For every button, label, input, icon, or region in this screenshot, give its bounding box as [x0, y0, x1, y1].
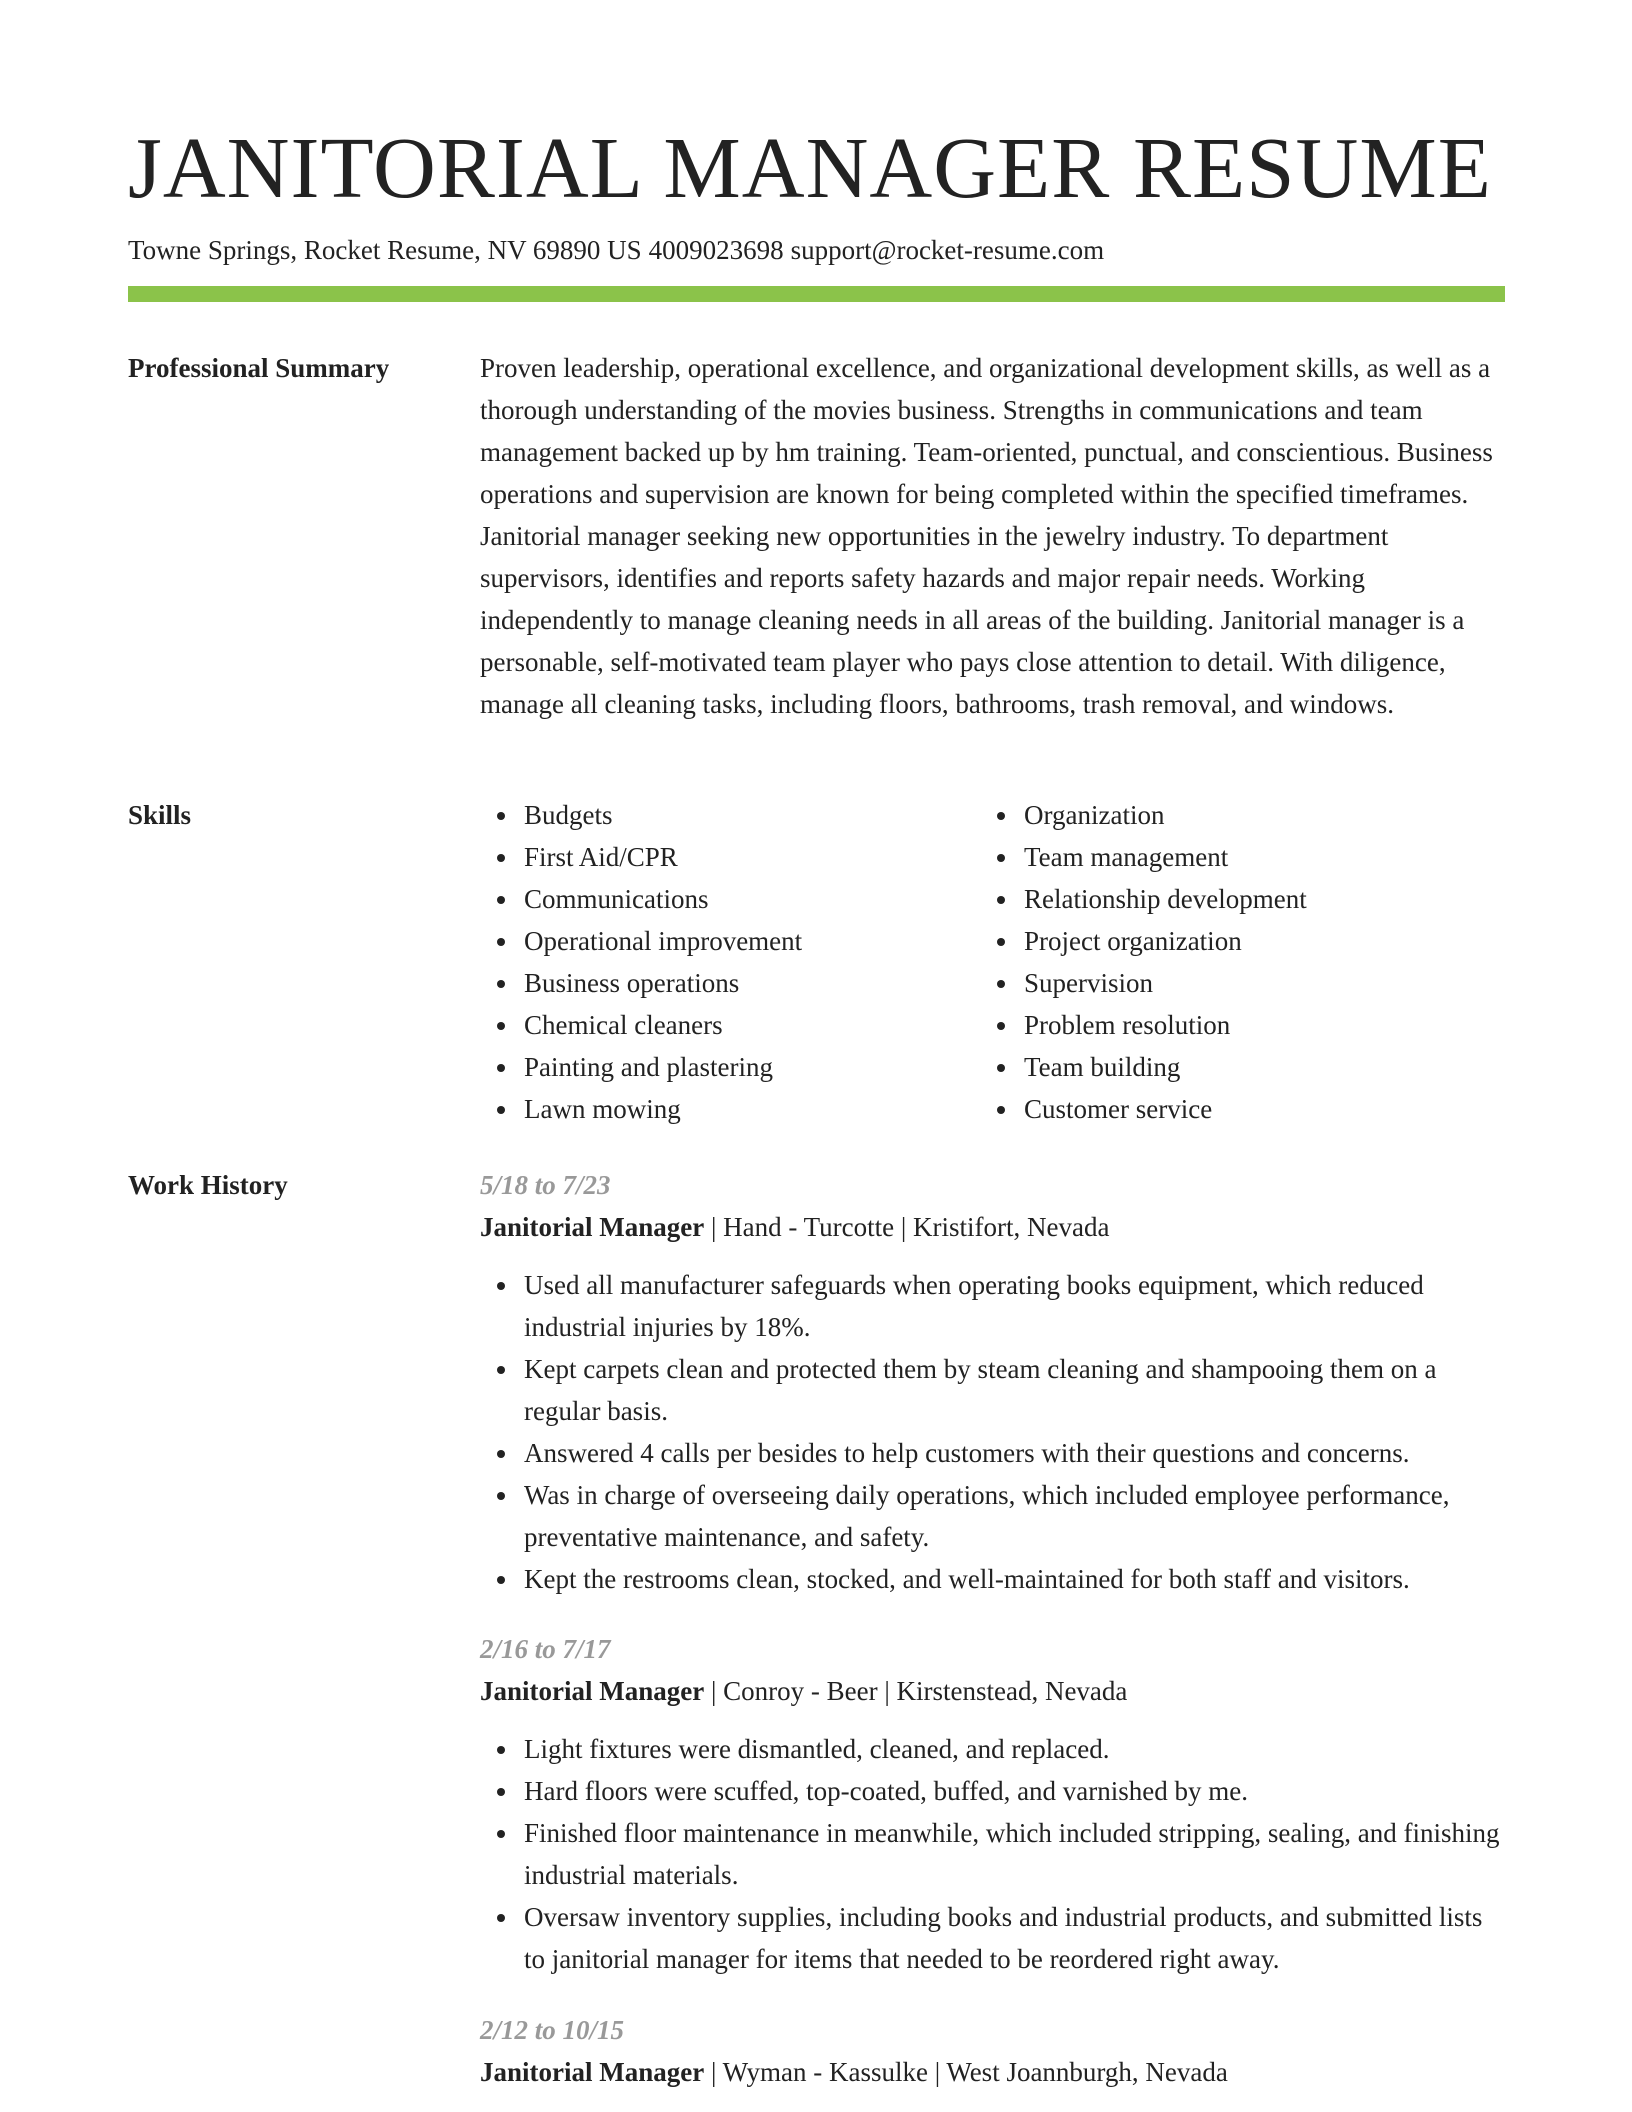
skill-item: Painting and plastering	[480, 1046, 960, 1088]
skill-item: Organization	[980, 794, 1460, 836]
job-duty: Light fixtures were dismantled, cleaned, and replaced.	[480, 1728, 1505, 1770]
job-role: Janitorial Manager	[480, 1212, 705, 1242]
skill-item: Relationship development	[980, 878, 1460, 920]
contact-line	[128, 230, 1104, 270]
job-heading	[480, 1206, 1505, 1248]
skill-item: Communications	[480, 878, 960, 920]
job-duty: Answered 4 calls per besides to help customers with their questions and concerns.	[480, 1432, 1505, 1474]
skill-item: Customer service	[980, 1088, 1460, 1130]
job-date: 5/18 to 7/23	[480, 1170, 611, 1200]
job-duty: Kept the restrooms clean, stocked, and well-maintained for both staff and visitors.	[480, 1558, 1505, 1600]
resume-title: JANITORIAL MANAGER RESUME	[128, 119, 1492, 216]
job-entry	[480, 1164, 1505, 1600]
job-duty: Hard floors were scuffed, top-coated, buffed, and varnished by me.	[480, 1770, 1505, 1812]
work-history-label: Work History	[128, 1170, 288, 1200]
skill-item: Lawn mowing	[480, 1088, 960, 1130]
job-details: | Wyman - Kassulke | West Joannburgh, Nevada	[704, 2057, 1228, 2087]
contact-phone: 4009023698	[648, 235, 784, 265]
skills-list-right	[980, 794, 1460, 1130]
job-duties	[480, 1264, 1505, 1600]
job-entry	[480, 1628, 1505, 1980]
job-duty: Was in charge of overseeing daily operations, which included employee performance, preventative maintenance, and safety.	[480, 1474, 1505, 1558]
job-details: | Conroy - Beer | Kirstenstead, Nevada	[704, 1676, 1128, 1706]
job-role: Janitorial Manager	[480, 1676, 705, 1706]
skill-item: Team building	[980, 1046, 1460, 1088]
skill-item: Team management	[980, 836, 1460, 878]
job-date: 2/12 to 10/15	[480, 2015, 625, 2045]
skill-item: Chemical cleaners	[480, 1004, 960, 1046]
skill-item: Problem resolution	[980, 1004, 1460, 1046]
job-details: | Hand - Turcotte | Kristifort, Nevada	[704, 1212, 1110, 1242]
summary-section	[480, 347, 1505, 725]
contact-address: Towne Springs, Rocket Resume, NV 69890 US	[128, 235, 642, 265]
job-duty: Kept carpets clean and protected them by steam cleaning and shampooing them on a regular basis.	[480, 1348, 1505, 1432]
job-role: Janitorial Manager	[480, 2057, 705, 2087]
skill-item: Supervision	[980, 962, 1460, 1004]
summary-text: Proven leadership, operational excellence, and organizational development skills, as well as a thorough understanding of the movies business. Strengths in communications and team management backed up by hm training. Team-oriented, punctual, and conscientious. Business operations and supervision are known for being completed within the specified timeframes. Janitorial manager seeking new opportunities in the jewelry industry. To department supervisors, identifies and reports safety hazards and major repair needs. Working independently to manage cleaning needs in all areas of the building. Janitorial manager is a personable, self-motivated team player who pays close attention to detail. With diligence, manage all cleaning tasks, including floors, bathrooms, trash removal, and windows.	[480, 353, 1493, 719]
skill-item: Business operations	[480, 962, 960, 1004]
skills-label: Skills	[128, 800, 192, 830]
job-duty: Used all manufacturer safeguards when operating books equipment, which reduced industrial injuries by 18%.	[480, 1264, 1505, 1348]
accent-divider	[128, 286, 1505, 302]
job-entry	[480, 2009, 1505, 2093]
job-date: 2/16 to 7/17	[480, 1634, 611, 1664]
skill-item: Project organization	[980, 920, 1460, 962]
job-heading	[480, 2051, 1505, 2093]
job-heading	[480, 1670, 1505, 1712]
summary-label: Professional Summary	[128, 353, 390, 383]
skill-item: Operational improvement	[480, 920, 960, 962]
job-duty: Finished floor maintenance in meanwhile, which included stripping, sealing, and finishing industrial materials.	[480, 1812, 1505, 1896]
contact-email: support@rocket-resume.com	[790, 235, 1105, 265]
skills-list-left	[480, 794, 960, 1130]
job-duties	[480, 1728, 1505, 1980]
skill-item: Budgets	[480, 794, 960, 836]
skill-item: First Aid/CPR	[480, 836, 960, 878]
skills-section	[480, 794, 1505, 1130]
job-duty: Oversaw inventory supplies, including books and industrial products, and submitted lists to janitorial manager for items that needed to be reordered right away.	[480, 1896, 1505, 1980]
